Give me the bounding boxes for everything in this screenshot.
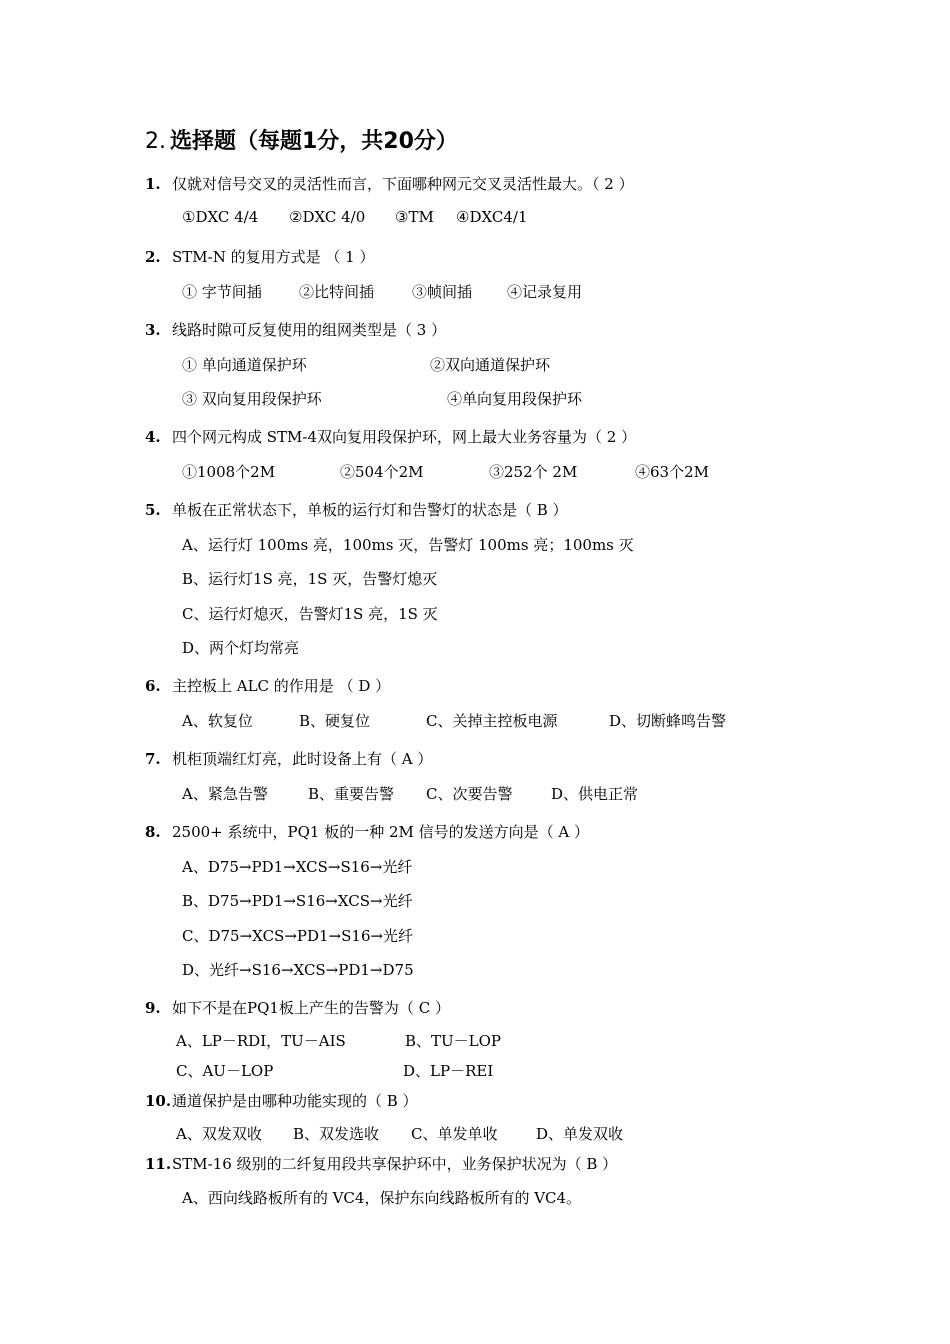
- question-number: 2.: [145, 248, 161, 266]
- option: C、次要告警: [426, 785, 513, 803]
- question-text: STM-16 级别的二纤复用段共享保护环中，业务保护状况为（ B ）: [172, 1155, 618, 1173]
- option: C、运行灯熄灭，告警灯1S 亮，1S 灭: [182, 605, 438, 623]
- question-text: 机柜顶端红灯亮，此时设备上有（ A ）: [172, 750, 433, 768]
- question-text: 仅就对信号交叉的灵活性而言，下面哪种网元交叉灵活性最大。（ 2 ）: [172, 175, 634, 193]
- option: ①DXC 4/4: [182, 208, 259, 226]
- option: C、单发单收: [411, 1125, 498, 1143]
- question-number: 11.: [145, 1155, 172, 1173]
- question-number: 10.: [145, 1092, 172, 1110]
- option: B、TU－LOP: [405, 1032, 502, 1050]
- option: C、关掉主控板电源: [426, 712, 558, 730]
- question-text: 通道保护是由哪种功能实现的（ B ）: [172, 1092, 418, 1110]
- option: C、D75→XCS→PD1→S16→光纤: [182, 927, 414, 945]
- option: A、软复位: [182, 712, 253, 730]
- option: ① 单向通道保护环: [182, 356, 307, 374]
- option: B、双发选收: [293, 1125, 380, 1143]
- question-text: 线路时隙可反复使用的组网类型是（ 3 ）: [172, 321, 447, 339]
- option: A、D75→PD1→XCS→S16→光纤: [182, 858, 413, 876]
- question-2: [145, 246, 374, 267]
- option: B、D75→PD1→S16→XCS→光纤: [182, 892, 413, 910]
- question-number: 9.: [145, 999, 161, 1017]
- question-number: 5.: [145, 501, 161, 519]
- question-1: [145, 173, 634, 194]
- option: ④记录复用: [507, 283, 583, 301]
- option: D、光纤→S16→XCS→PD1→D75: [182, 961, 414, 979]
- option: A、双发双收: [176, 1125, 262, 1143]
- option: D、切断蜂鸣告警: [609, 712, 727, 730]
- option: ④单向复用段保护环: [447, 390, 583, 408]
- question-text: 主控板上 ALC 的作用是 （ D ）: [172, 677, 391, 695]
- option: ③ 双向复用段保护环: [182, 390, 322, 408]
- option: ②比特间插: [299, 283, 375, 301]
- option: D、LP－REI: [403, 1062, 494, 1080]
- question-text: 四个网元构成 STM-4双向复用段保护环，网上最大业务容量为（ 2 ）: [172, 428, 637, 446]
- option: ②DXC 4/0: [289, 208, 366, 226]
- question-6: [145, 675, 390, 696]
- option: D、单发双收: [536, 1125, 624, 1143]
- question-number: 3.: [145, 321, 161, 339]
- option: D、两个灯均常亮: [182, 639, 300, 657]
- section-heading: [145, 124, 458, 155]
- question-9: [145, 997, 450, 1018]
- option: ②504个2M: [340, 463, 424, 481]
- option: ②双向通道保护环: [430, 356, 551, 374]
- option: A、西向线路板所有的 VC4，保护东向线路板所有的 VC4。: [182, 1189, 582, 1207]
- question-4: [145, 426, 636, 447]
- question-text: 单板在正常状态下，单板的运行灯和告警灯的状态是（ B ）: [172, 501, 568, 519]
- option: ③252个 2M: [489, 463, 578, 481]
- option: A、LP－RDI，TU－AIS: [176, 1032, 346, 1050]
- option: B、硬复位: [299, 712, 371, 730]
- option: ① 字节间插: [182, 283, 262, 301]
- option: ③帧间插: [412, 283, 473, 301]
- question-3: [145, 319, 446, 340]
- option: D、供电正常: [551, 785, 639, 803]
- question-7: [145, 748, 432, 769]
- section-title: 选择题（每题1分，共20分）: [170, 129, 458, 154]
- question-number: 6.: [145, 677, 161, 695]
- option: ④DXC4/1: [456, 208, 528, 226]
- question-10: [145, 1090, 418, 1111]
- option: B、重要告警: [308, 785, 395, 803]
- option: A、紧急告警: [182, 785, 268, 803]
- option: C、AU－LOP: [176, 1062, 274, 1080]
- question-8: [145, 821, 589, 842]
- option: B、运行灯1S 亮，1S 灭，告警灯熄灭: [182, 570, 438, 588]
- option: A、运行灯 100ms 亮，100ms 灭，告警灯 100ms 亮；100ms 灭: [182, 536, 634, 554]
- option: ④63个2M: [635, 463, 709, 481]
- option: ①1008个2M: [182, 463, 276, 481]
- question-5: [145, 499, 568, 520]
- option: ③TM: [395, 208, 434, 226]
- question-number: 8.: [145, 823, 161, 841]
- question-text: 2500+ 系统中，PQ1 板的一种 2M 信号的发送方向是（ A ）: [172, 823, 590, 841]
- question-text: STM-N 的复用方式是 （ 1 ）: [172, 248, 375, 266]
- question-11: [145, 1153, 617, 1174]
- question-number: 7.: [145, 750, 161, 768]
- question-text: 如下不是在PQ1板上产生的告警为（ C ）: [172, 999, 450, 1017]
- question-number: 1.: [145, 175, 161, 193]
- section-number: 2.: [145, 129, 166, 154]
- question-number: 4.: [145, 428, 161, 446]
